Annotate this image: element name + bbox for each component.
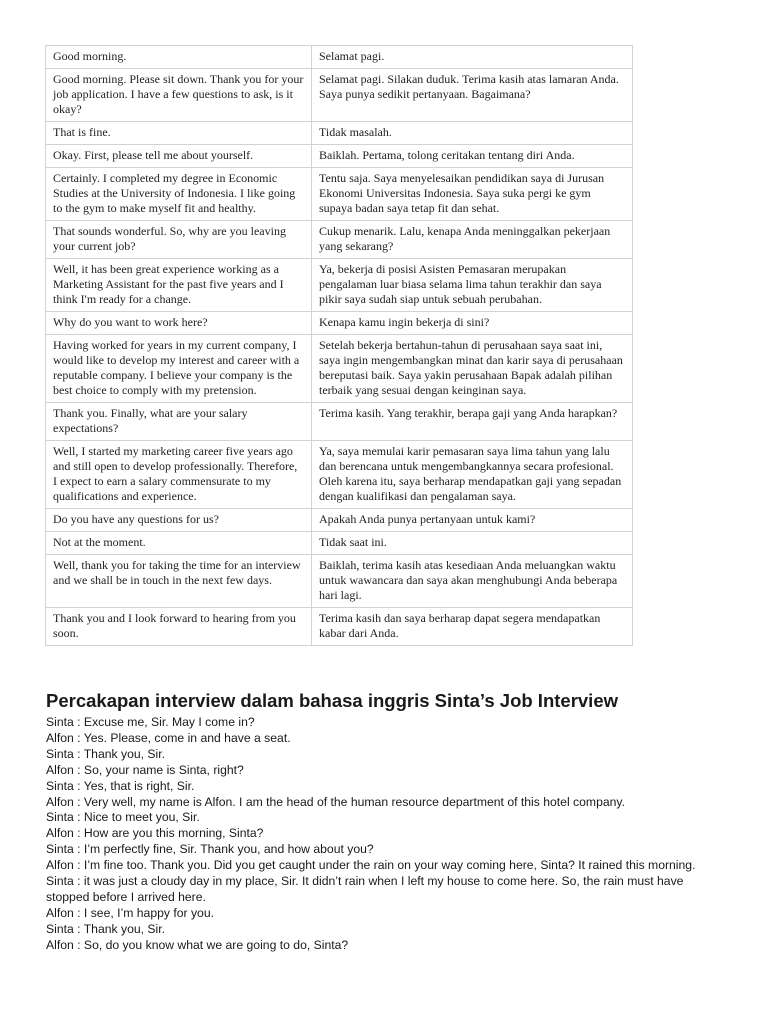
table-row [46,403,633,441]
table-row [46,145,633,168]
english-cell: Why do you want to work here? [46,312,312,335]
english-cell: Thank you and I look forward to hearing from you soon. [46,608,312,646]
dialogue-transcript [46,715,726,954]
dialogue-line: Alfon : Very well, my name is Alfon. I am the head of the human resource department of this hotel company. [46,794,625,809]
dialogue-line: Sinta : I’m perfectly fine, Sir. Thank you, and how about you? [46,842,374,857]
indonesian-cell: Baiklah, terima kasih atas kesediaan Anda meluangkan waktu untuk wawancara dan saya akan menghubungi Anda beberapa hari lagi. [312,555,633,608]
indonesian-cell: Apakah Anda punya pertanyaan untuk kami? [312,509,633,532]
indonesian-cell: Tentu saja. Saya menyelesaikan pendidikan saya di Jurusan Ekonomi Universitas Indonesia. Saya suka pergi ke gym supaya badan saya tetap fit dan sehat. [312,168,633,221]
table-row [46,509,633,532]
indonesian-cell: Ya, bekerja di posisi Asisten Pemasaran merupakan pengalaman luar biasa selama lima tahun terakhir dan saya pikir saya sudah siap untuk sebuah perubahan. [312,259,633,312]
dialogue-line: Sinta : it was just a cloudy day in my place, Sir. It didn’t rain when I left my house to come here. So, the rain must have stopped before I arrived here. [46,874,684,904]
dialogue-line: Sinta : Thank you, Sir. [46,921,166,936]
table-row [46,259,633,312]
english-cell: Certainly. I completed my degree in Economic Studies at the University of Indonesia. I like going to the gym to make myself fit and healthy. [46,168,312,221]
dialogue-line: Alfon : I’m fine too. Thank you. Did you get caught under the rain on your way coming here, Sinta? It rained this morning. [46,858,696,873]
table-row [46,335,633,403]
english-cell: Having worked for years in my current company, I would like to develop my interest and career with a reputable company. I believe your company is the best choice to comply with my pretension. [46,335,312,403]
table-row [46,221,633,259]
table-row [46,312,633,335]
dialogue-line: Sinta : Nice to meet you, Sir. [46,810,200,825]
english-cell: Well, thank you for taking the time for an interview and we shall be in touch in the next few days. [46,555,312,608]
table-row [46,168,633,221]
dialogue-line: Sinta : Thank you, Sir. [46,746,166,761]
table-row [46,441,633,509]
table-row [46,69,633,122]
table-row [46,608,633,646]
table-row [46,555,633,608]
indonesian-cell: Tidak masalah. [312,122,633,145]
dialogue-line: Alfon : So, do you know what we are going to do, Sinta? [46,937,349,952]
dialogue-line: Alfon : I see, I’m happy for you. [46,905,215,920]
indonesian-cell: Terima kasih. Yang terakhir, berapa gaji yang Anda harapkan? [312,403,633,441]
english-cell: Okay. First, please tell me about yourself. [46,145,312,168]
english-cell: Well, I started my marketing career five years ago and still open to develop professionally. Therefore, I expect to earn a salary commensurate to my qualifications and experience. [46,441,312,509]
interview-translation-table [45,45,633,646]
indonesian-cell: Kenapa kamu ingin bekerja di sini? [312,312,633,335]
english-cell: That is fine. [46,122,312,145]
dialogue-line: Alfon : How are you this morning, Sinta? [46,826,264,841]
indonesian-cell: Selamat pagi. [312,46,633,69]
dialogue-line: Alfon : So, your name is Sinta, right? [46,762,244,777]
english-cell: Thank you. Finally, what are your salary expectations? [46,403,312,441]
indonesian-cell: Selamat pagi. Silakan duduk. Terima kasih atas lamaran Anda. Saya punya sedikit pertanyaan. Bagaimana? [312,69,633,122]
english-cell: Not at the moment. [46,532,312,555]
table-row [46,122,633,145]
section-title: Percakapan interview dalam bahasa inggris Sinta’s Job Interview [46,690,619,711]
indonesian-cell: Terima kasih dan saya berharap dapat segera mendapatkan kabar dari Anda. [312,608,633,646]
english-cell: Do you have any questions for us? [46,509,312,532]
dialogue-line: Sinta : Excuse me, Sir. May I come in? [46,715,255,729]
english-cell: Good morning. Please sit down. Thank you for your job application. I have a few questions to ask, is it okay? [46,69,312,122]
table-row [46,532,633,555]
indonesian-cell: Setelah bekerja bertahun-tahun di perusahaan saya saat ini, saya ingin mengembangkan minat dan karir saya di perusahaan bereputasi baik. Saya yakin perusahaan Bapak adalah pilihan terbaik yang sesuai dengan keinginan saya. [312,335,633,403]
indonesian-cell: Baiklah. Pertama, tolong ceritakan tentang diri Anda. [312,145,633,168]
indonesian-cell: Cukup menarik. Lalu, kenapa Anda meninggalkan pekerjaan yang sekarang? [312,221,633,259]
english-cell: Well, it has been great experience working as a Marketing Assistant for the past five years and I think I'm ready for a change. [46,259,312,312]
dialogue-line: Sinta : Yes, that is right, Sir. [46,778,195,793]
indonesian-cell: Tidak saat ini. [312,532,633,555]
dialogue-line: Alfon : Yes. Please, come in and have a seat. [46,730,291,745]
english-cell: Good morning. [46,46,312,69]
english-cell: That sounds wonderful. So, why are you leaving your current job? [46,221,312,259]
indonesian-cell: Ya, saya memulai karir pemasaran saya lima tahun yang lalu dan berencana untuk mengembangkannya secara profesional. Oleh karena itu, saya berharap mendapatkan gaji yang sepadan dengan kualifikasi dan pengalaman saya. [312,441,633,509]
table-row [46,46,633,69]
